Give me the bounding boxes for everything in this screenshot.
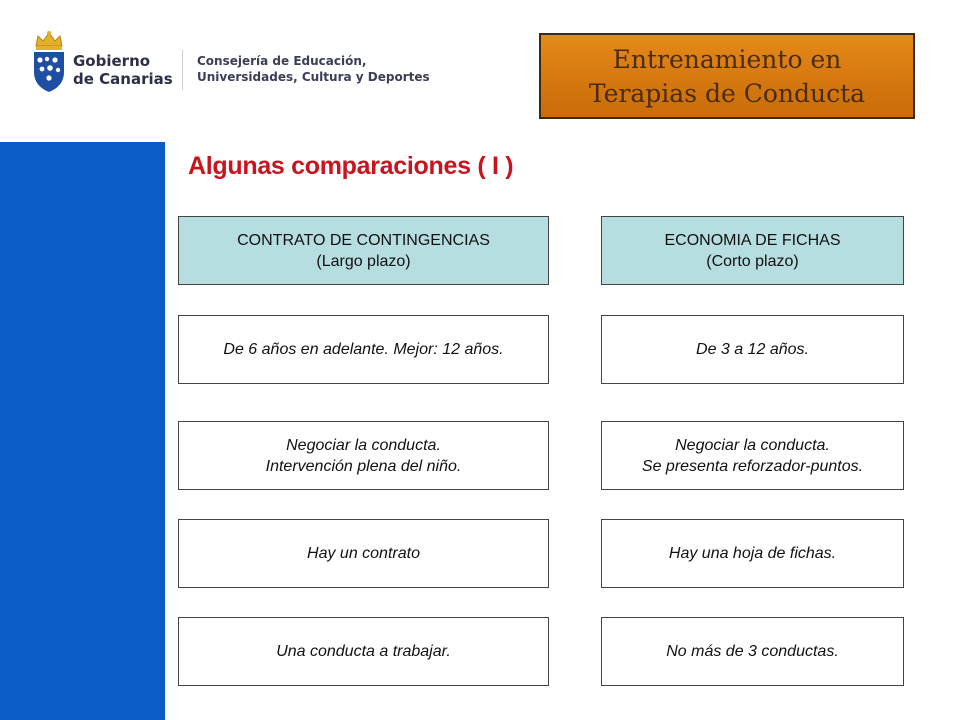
cell-line: Hay una hoja de fichas. xyxy=(668,545,837,562)
comparison-cell-right xyxy=(601,519,904,588)
government-name-line: de Canarias xyxy=(73,70,173,88)
cell-line: Negociar la conducta. xyxy=(675,436,830,454)
department-line: Universidades, Cultura y Deportes xyxy=(197,70,430,84)
comparison-cell-right xyxy=(601,617,904,686)
comparison-cell-left xyxy=(178,421,549,490)
comparison-cell-right xyxy=(601,315,904,384)
comparison-cell-right xyxy=(601,421,904,490)
cell-line: Hay un contrato xyxy=(307,545,420,562)
cell-line: De 6 años en adelante. Mejor: 12 años. xyxy=(223,341,504,358)
course-banner xyxy=(539,33,915,119)
department-line: Consejería de Educación, xyxy=(197,54,367,68)
comparison-cell-left xyxy=(178,519,549,588)
cell-line: Una conducta a trabajar. xyxy=(276,643,451,660)
page-title: Algunas comparaciones ( I ) xyxy=(188,152,514,180)
department-name xyxy=(197,53,430,85)
banner-title-line: Terapias de Conducta xyxy=(588,79,866,108)
header-line: (Largo plazo) xyxy=(316,252,411,270)
header-line: ECONOMIA DE FICHAS xyxy=(664,231,841,249)
sidebar-accent-bar xyxy=(0,142,165,720)
government-name xyxy=(73,52,173,88)
government-name-line: Gobierno xyxy=(73,52,151,70)
cell-line: Se presenta reforzador-puntos. xyxy=(641,457,864,475)
banner-title-line: Entrenamiento en xyxy=(612,45,842,74)
cell-line: Negociar la conducta. xyxy=(286,436,441,454)
header-line: (Corto plazo) xyxy=(706,252,799,270)
header-divider xyxy=(182,50,183,90)
comparison-cell-left xyxy=(178,617,549,686)
cell-line: De 3 a 12 años. xyxy=(696,341,809,358)
right-column-header xyxy=(601,216,904,285)
header-line: CONTRATO DE CONTINGENCIAS xyxy=(237,231,490,249)
coat-of-arms-icon xyxy=(28,30,70,94)
left-column-header xyxy=(178,216,549,285)
cell-line: Intervención plena del niño. xyxy=(265,457,462,475)
comparison-cell-left xyxy=(178,315,549,384)
cell-line: No más de 3 conductas. xyxy=(666,643,839,660)
